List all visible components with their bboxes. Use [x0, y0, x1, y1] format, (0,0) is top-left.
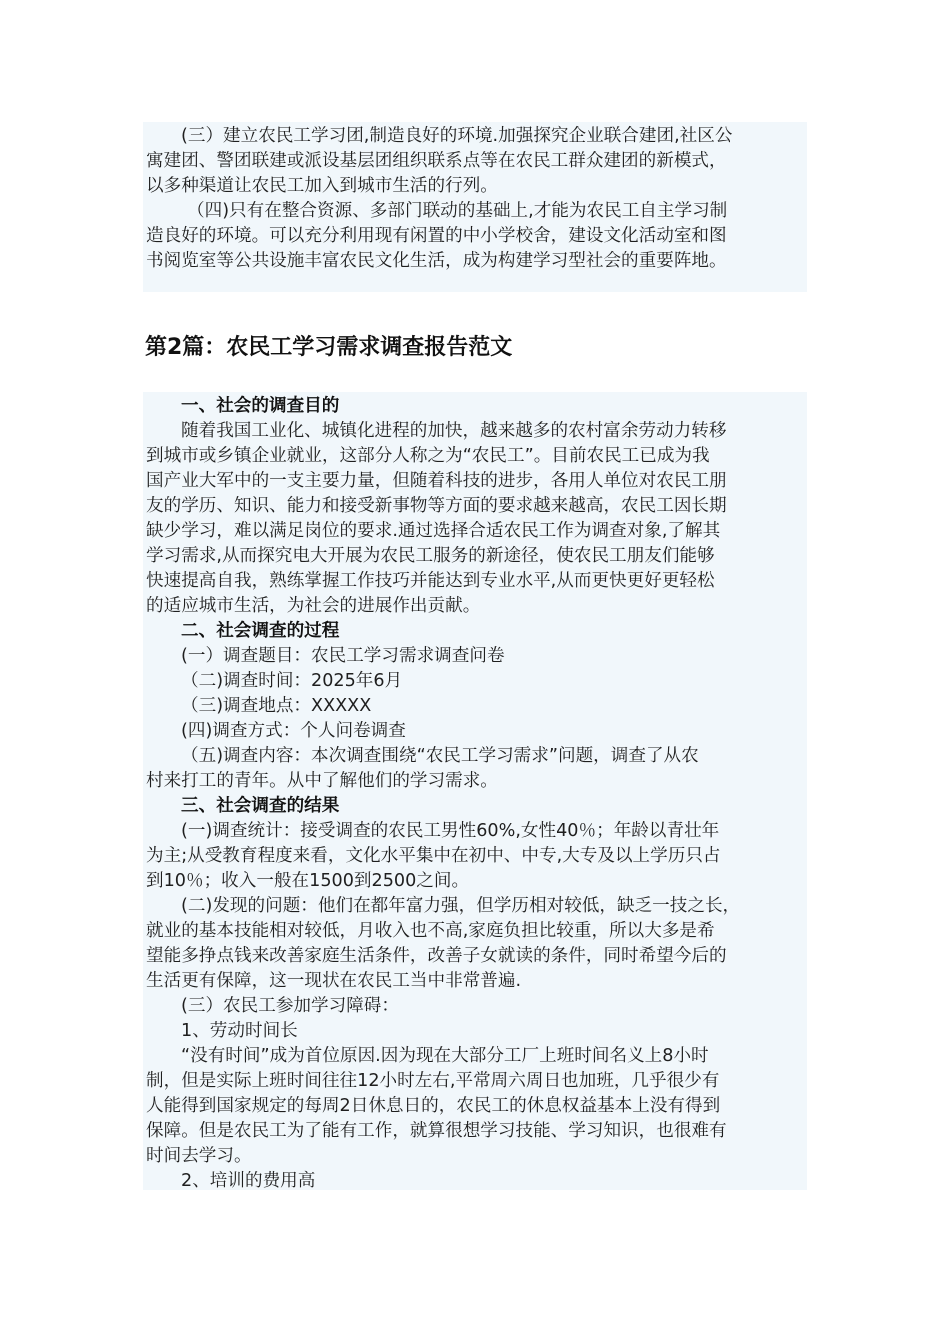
paragraph-line: 2、培训的费用高: [181, 1171, 316, 1191]
paragraph-line: （四)只有在整合资源、多部门联动的基础上,才能为农民工自主学习制: [187, 201, 728, 221]
paragraph-line: 国产业大军中的一支主要力量，但随着科技的进步，各用人单位对农民工朋: [146, 471, 727, 491]
paragraph-line: 生活更有保障，这一现状在农民工当中非常普遍.: [146, 971, 522, 991]
paragraph-line: 就业的基本技能相对较低，月收入也不高,家庭负担比较重，所以大多是希: [146, 921, 715, 941]
paragraph-line: 的适应城市生活，为社会的进展作出贡献。: [146, 596, 481, 616]
paragraph-line: 制，但是实际上班时间往往12小时左右,平常周六周日也加班，几乎很少有: [146, 1071, 720, 1091]
paragraph-line: 快速提高自我，熟练掌握工作技巧并能达到专业水平,从而更快更好更轻松: [146, 571, 715, 591]
paragraph-line: (一)调查统计：接受调查的农民工男性60%,女性40％；年龄以青壮年: [181, 821, 720, 841]
paragraph-line: （二)调查时间：2025年6月: [181, 671, 403, 691]
paragraph-line: 到10％；收入一般在1500到2500之间。: [146, 871, 470, 891]
paragraph-line: 村来打工的青年。从中了解他们的学习需求。: [146, 771, 498, 791]
section-subheading: 一、社会的调查目的: [181, 396, 340, 416]
paragraph-line: 缺少学习，难以满足岗位的要求.通过选择合适农民工作为调查对象,了解其: [146, 521, 721, 541]
paragraph-line: (二)发现的问题：他们在都年富力强，但学历相对较低，缺乏一技之长，: [181, 896, 741, 916]
paragraph-line: 时间去学习。: [146, 1146, 252, 1166]
section-subheading: 二、社会调查的过程: [181, 621, 340, 641]
text-block-section-1: [143, 122, 807, 292]
paragraph-line: 人能得到国家规定的每周2日休息日的，农民工的休息权益基本上没有得到: [146, 1096, 721, 1116]
paragraph-line: 保障。但是农民工为了能有工作，就算很想学习技能、学习知识，也很难有: [146, 1121, 727, 1141]
paragraph-line: 以多种渠道让农民工加入到城市生活的行列。: [146, 176, 498, 196]
paragraph-line: (三）农民工参加学习障碍：: [181, 996, 399, 1016]
paragraph-line: （五)调查内容：本次调查围绕“农民工学习需求”问题，调查了从农: [181, 746, 699, 766]
paragraph-line: 书阅览室等公共设施丰富农民文化生活，成为构建学习型社会的重要阵地。: [146, 251, 727, 271]
article-heading: 第2篇：农民工学习需求调查报告范文: [145, 335, 513, 360]
paragraph-line: (四)调查方式：个人问卷调查: [181, 721, 406, 741]
paragraph-line: (一）调查题目：农民工学习需求调查问卷: [181, 646, 505, 666]
paragraph-line: (三）建立农民工学习团,制造良好的环境.加强探究企业联合建团,社区公: [181, 126, 733, 146]
text-block-section-2: [143, 392, 807, 1190]
paragraph-line: 友的学历、知识、能力和接受新事物等方面的要求越来越高，农民工因长期: [146, 496, 727, 516]
paragraph-line: 学习需求,从而探究电大开展为农民工服务的新途径，使农民工朋友们能够: [146, 546, 715, 566]
paragraph-line: 随着我国工业化、城镇化进程的加快，越来越多的农村富余劳动力转移: [181, 421, 727, 441]
paragraph-line: （三)调查地点：XXXXX: [181, 696, 372, 716]
paragraph-line: “没有时间”成为首位原因.因为现在大部分工厂上班时间名义上8小时: [181, 1046, 709, 1066]
paragraph-line: 1、劳动时间长: [181, 1021, 298, 1041]
paragraph-line: 到城市或乡镇企业就业，这部分人称之为“农民工”。目前农民工已成为我: [146, 446, 710, 466]
section-subheading: 三、社会调查的结果: [181, 796, 340, 816]
paragraph-line: 寓建团、警团联建或派设基层团组织联系点等在农民工群众建团的新模式，: [146, 151, 727, 171]
paragraph-line: 为主;从受教育程度来看，文化水平集中在初中、中专,大专及以上学历只占: [146, 846, 721, 866]
paragraph-line: 望能多挣点钱来改善家庭生活条件，改善子女就读的条件，同时希望今后的: [146, 946, 727, 966]
paragraph-line: 造良好的环境。可以充分利用现有闲置的中小学校舍，建设文化活动室和图: [146, 226, 727, 246]
